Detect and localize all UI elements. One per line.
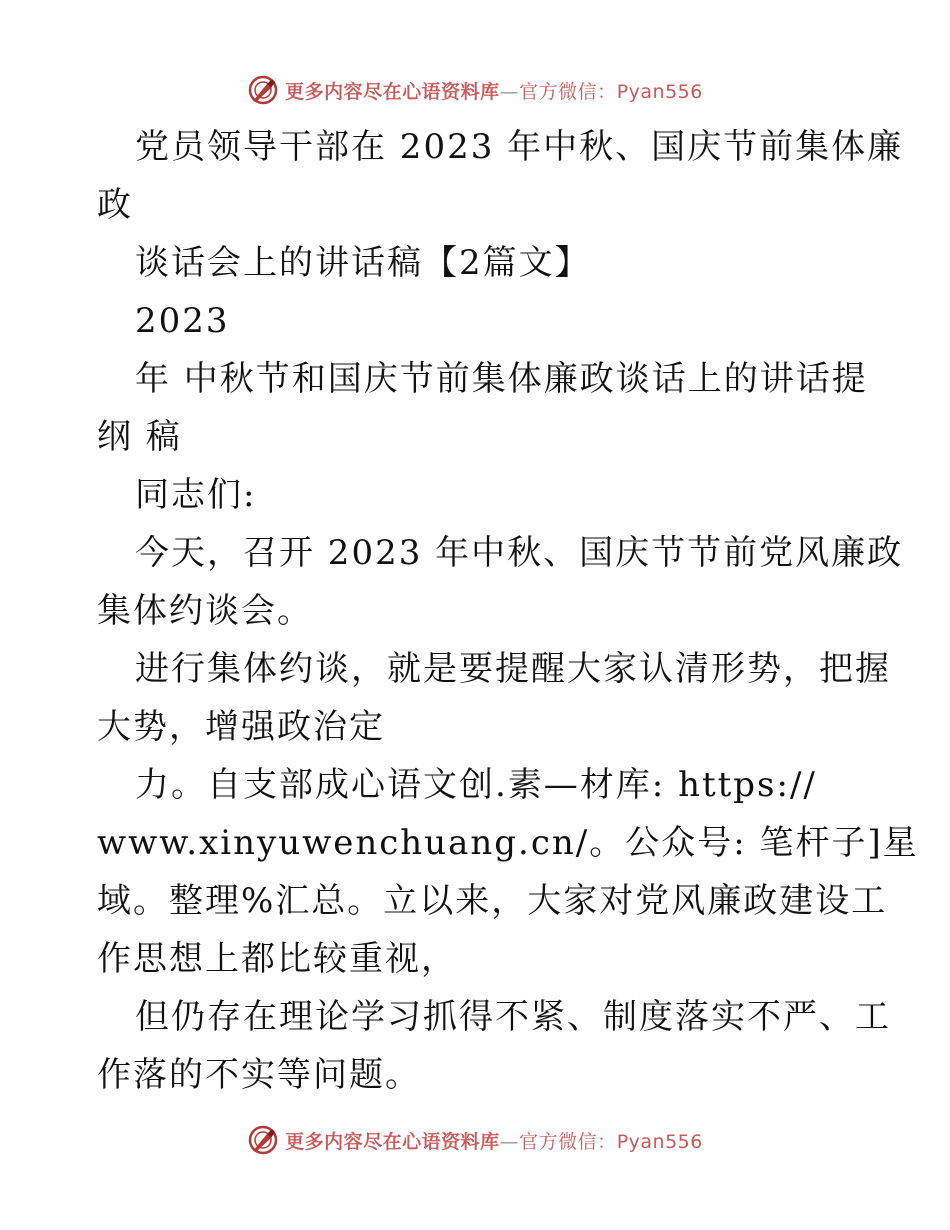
watermark-separator: — [499, 1130, 520, 1153]
subtitle-line-2: 纲 稿 [97, 417, 182, 457]
watermark-wechat-id: Pyan556 [616, 1130, 703, 1153]
watermark-separator: — [499, 80, 520, 103]
paragraph-line: 域。整理%汇总。立以来，大家对党风廉政建设工 [97, 881, 888, 921]
title-line-3: 谈话会上的讲话稿【2篇文】 [135, 243, 591, 283]
salutation: 同志们: [135, 475, 257, 515]
title-line-1: 党员领导干部在 2023 年中秋、国庆节前集体廉 [135, 127, 904, 167]
paragraph-line: 进行集体约谈，就是要提醒大家认清形势，把握 [135, 649, 891, 689]
watermark-text [285, 77, 703, 104]
pen-nib-logo-icon [247, 74, 279, 106]
watermark-main-text: 更多内容尽在心语资料库 [285, 80, 500, 103]
paragraph-line: 力。自支部成心语文创.素—材库: https:// [135, 765, 817, 805]
top-watermark-banner [0, 70, 950, 110]
document-body [97, 118, 919, 1104]
watermark-main-text: 更多内容尽在心语资料库 [285, 1130, 500, 1153]
paragraph-line: 作思想上都比较重视， [97, 939, 457, 979]
paragraph-line: 但仍存在理论学习抓得不紧、制度落实不严、工 [135, 997, 891, 1037]
pen-nib-logo-icon [247, 1124, 279, 1156]
watermark-wechat-id: Pyan556 [616, 80, 703, 103]
title-line-2: 政 [97, 185, 133, 225]
paragraph-line: 作落的不实等问题。 [97, 1055, 421, 1095]
watermark-wechat-label: 官方微信： [519, 1130, 617, 1153]
subtitle-line-1: 年 中秋节和国庆节前集体廉政谈话上的讲话提 [135, 359, 868, 399]
paragraph-line: 集体约谈会。 [97, 591, 313, 631]
paragraph-line: 大势，增强政治定 [97, 707, 385, 747]
watermark-text [285, 1127, 703, 1154]
paragraph-line: www.xinyuwenchuang.cn/。公众号: 笔杆子]星 [97, 823, 919, 863]
paragraph-line: 今天，召开 2023 年中秋、国庆节节前党风廉政 [135, 533, 904, 573]
watermark-wechat-label: 官方微信： [519, 80, 617, 103]
bottom-watermark-banner [0, 1120, 950, 1160]
subtitle-year: 2023 [135, 301, 230, 341]
